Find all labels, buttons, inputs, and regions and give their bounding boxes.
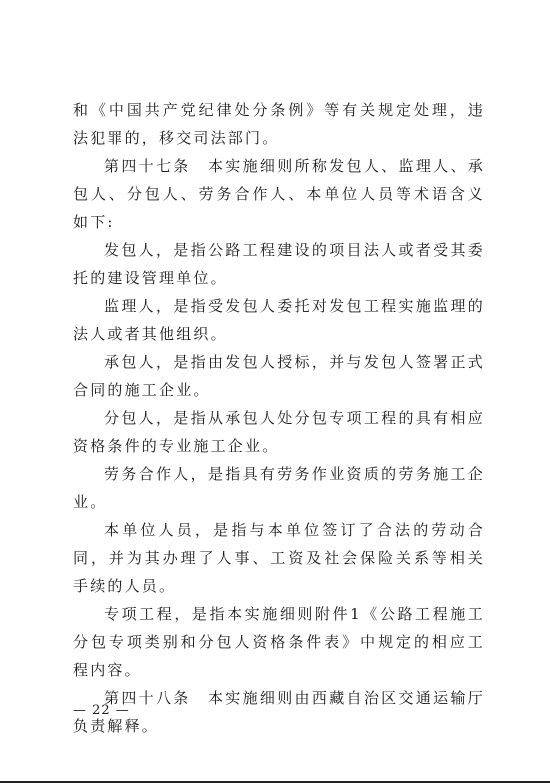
definition-labor-partner: 劳务合作人，是指具有劳务作业资质的劳务施工企业。	[73, 465, 485, 511]
page-number: — 22 —	[73, 703, 130, 718]
article-47-paragraph: 第四十七条 本实施细则所称发包人、监理人、承包人、分包人、劳务合作人、本单位人员等术语含义如下:	[73, 157, 485, 231]
paragraph-continuation: 和《中国共产党纪律处分条例》等有关规定处理，违法犯罪的，移交司法部门。	[73, 101, 485, 147]
definition-own-personnel: 本单位人员，是指与本单位签订了合法的劳动合同，并为其办理了人事、工资及社会保险关系等相关手续的人员。	[73, 521, 485, 595]
definition-supervisor: 监理人，是指受发包人委托对发包工程实施监理的法人或者其他组织。	[73, 297, 485, 343]
document-body	[73, 96, 485, 740]
definition-employer: 发包人，是指公路工程建设的项目法人或者受其委托的建设管理单位。	[73, 241, 485, 287]
definition-contractor: 承包人，是指由发包人授标，并与发包人签署正式合同的施工企业。	[73, 353, 485, 399]
article-48-paragraph: 第四十八条 本实施细则由西藏自治区交通运输厅负责解释。	[73, 689, 485, 735]
definition-special-works: 专项工程，是指本实施细则附件1《公路工程施工分包专项类别和分包人资格条件表》中规定的相应工程内容。	[73, 605, 485, 679]
definition-subcontractor: 分包人，是指从承包人处分包专项工程的具有相应资格条件的专业施工企业。	[73, 409, 485, 455]
